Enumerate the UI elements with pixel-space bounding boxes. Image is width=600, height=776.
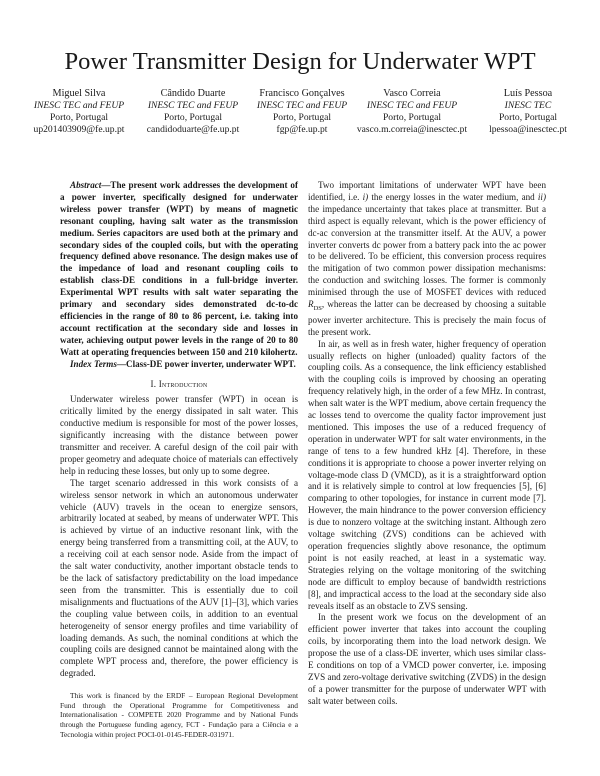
right-column (308, 180, 546, 708)
author-affiliation: INESC TEC and FEUP (256, 99, 348, 111)
index-terms-label: Index Terms (70, 358, 117, 369)
abstract-label: Abstract (70, 180, 102, 190)
intro-paragraph-1: Underwater wireless power transfer (WPT) in ocean is critically limited by the energy dissipated in salt water. This conductive medium is responsible for most of the power losses, significantly increasing with the distance between power transmitter and receiver. A careful design of the coil pair with proper geometry and adequate choice of materials can effectively help in reducing these losses, but only up to some degree. (60, 394, 298, 476)
paragraph-proposal: In the present work we focus on the development of an efficient power inverter that takes into account the coupling coils, by incorporating them into the load network design. We propose the use of a class-DE inverter, which uses similar class-E conditions on top of a VMCD power converter, i.e. imposing ZVS and zero-voltage derivative switching (ZVDS) in the design of a power transmitter for the purpose of underwater WPT with salt water between coils. (308, 612, 546, 706)
paper-title: Power Transmitter Design for Underwater WPT (64, 48, 536, 75)
intro-paragraph-2: The target scenario addressed in this work consists of a wireless sensor network in which an autonomous underwater vehicle (AUV) travels in the ocean to energize sensors, arbitrarily located at seabed, by means of underwater WPT. This is achieved by virtue of an inductive resonant link, with the energy being transferred from a transmitting coil, at the AUV, to a receiving coil at each sensor node. Aside from the impact of the salt water conductivity, another important obstacle tends to be the lack of satisfactory predictability on the load impedance seen from the transmitter. This is essentially due to coil misalignments and fluctuations of the AUV [1]–[3], which varies the coupling value between coils, in addition to an eventual heterogeneity of sensor energy profiles and time variability of loading demands. As such, the nominal conditions at which the coupling coils are designed cannot be maintained along with the complete WPT process and, therefore, the power efficiency is degraded. (60, 477, 298, 679)
author-location: Porto, Portugal (382, 111, 442, 123)
author-affiliation: INESC TEC and FEUP (33, 99, 125, 111)
index-terms-text: —Class-DE power inverter, underwater WPT. (116, 358, 296, 369)
funding-footnote: This work is financed by the ERDF – European Regional Development Fund through the Operational Programme for Competitiveness and Internationalisation - COMPETE 2020 Programme and by National Funds through the Portuguese funding agency, FCT - Fundação para a Ciência e a Tecnologia within project POCI-01-0145-FEDER-031971. (60, 691, 298, 739)
author-email: candidoduarte@fe.up.pt (146, 123, 240, 135)
paragraph-frequency: In air, as well as in fresh water, higher frequency of operation usually reflects on higher (unloaded) quality factors of the coupling coils. As a consequence, the link efficiency established with the coupling coils is improved by choosing an operating frequency relatively high, in the order of a few MHz. In contrast, when salt water is the WPT medium, above certain frequency the ac losses tend to overcome the quality factor improvement just mentioned. This imposes the use of a reduced frequency of operation in underwater WPT for salt water environments, in the range of tens to a few hundred kHz [4]. Therefore, in these conditions it is appropriate to choose a power inverter relying on voltage-mode class D (VMCD), as it is a straightforward option and it is relatively simple to control at low frequencies [5], [6] comparing to other topologies, for instance in current mode [7]. However, the main hindrance to the power conversion efficiency is due to nonzero voltage at the switching instant. Although zero voltage switching (ZVS) conditions can be achieved with operation frequencies slightly above resonance, the optimum point is not easily reached, at least in a systematic way. Strategies relying on the voltage monitoring of the switching node are difficult to employ because of bandwidth restrictions [8], and impractical access to the load at the secondary side also reveals itself as an obstacle to ZVS sensing. (308, 338, 546, 611)
author-affiliation: INESC TEC and FEUP (366, 99, 458, 111)
author-email: fgp@fe.up.pt (276, 123, 328, 135)
author-location: Porto, Portugal (272, 111, 332, 123)
author-email: lpessoa@inesctec.pt (489, 123, 567, 135)
author-location: Porto, Portugal (49, 111, 109, 123)
abstract (60, 180, 298, 359)
author-block (251, 88, 353, 136)
author-block (351, 88, 473, 136)
author-name: Luís Pessoa (503, 88, 553, 99)
author-name: Miguel Silva (52, 88, 106, 99)
author-block (141, 88, 245, 136)
author-name: Cândido Duarte (160, 88, 226, 99)
author-block (476, 88, 580, 136)
author-block (20, 88, 138, 136)
author-affiliation: INESC TEC (504, 99, 552, 111)
index-terms (60, 359, 298, 371)
left-column (60, 180, 298, 739)
author-email: up201403909@fe.up.pt (33, 123, 125, 135)
abstract-text: —The present work addresses the development of a power inverter, specifically designed for underwater wireless power transfer (WPT) by means of magnetic resonant coupling, having salt water as the transmission medium. Series capacitors are used both at the primary and secondary sides of the coupled coils, but with the operating frequency defined above resonance. The design makes use of the impedance of load and resonant coupling coils to establish class-DE conditions in a full-bridge inverter. Experimental WPT results with salt water separating the primary and secondary sides demonstrated dc-to-dc efficiencies in the range of 80 to 86 percent, i.e. taking into account rectification at the secondary side and losses in water, achieving output power levels in the range of 20 to 80 Watt at operating frequencies between 150 and 210 kilohertz. (60, 180, 298, 357)
author-location: Porto, Portugal (498, 111, 558, 123)
paragraph-limitations: Two important limitations of underwater WPT have been identified, i.e. i) the energy losses in the water medium, and ii) the impedance uncertainty that takes place at transmitter. But a third aspect is equally relevant, which is the power efficiency of dc-ac conversion at the transmitter itself. At the AUV, a power inverter converts dc power from a battery pack into the ac power to be delivered. To be efficient, this conversion process requires the mitigation of two common power dissipation mechanisms: the conduction and switching losses. The former is commonly minimised through the use of MOSFET devices with reduced $R_{DS}$, whereas the latter can be decreased by choosing a suitable power inverter architecture. This is precisely the main focus of the present work. (308, 180, 546, 337)
author-email: vasco.m.correia@inesctec.pt (356, 123, 468, 135)
section-heading: I. Introduction (150, 378, 208, 389)
author-name: Vasco Correia (383, 88, 441, 99)
author-name: Francisco Gonçalves (259, 88, 345, 99)
author-affiliation: INESC TEC and FEUP (147, 99, 239, 111)
author-location: Porto, Portugal (163, 111, 223, 123)
